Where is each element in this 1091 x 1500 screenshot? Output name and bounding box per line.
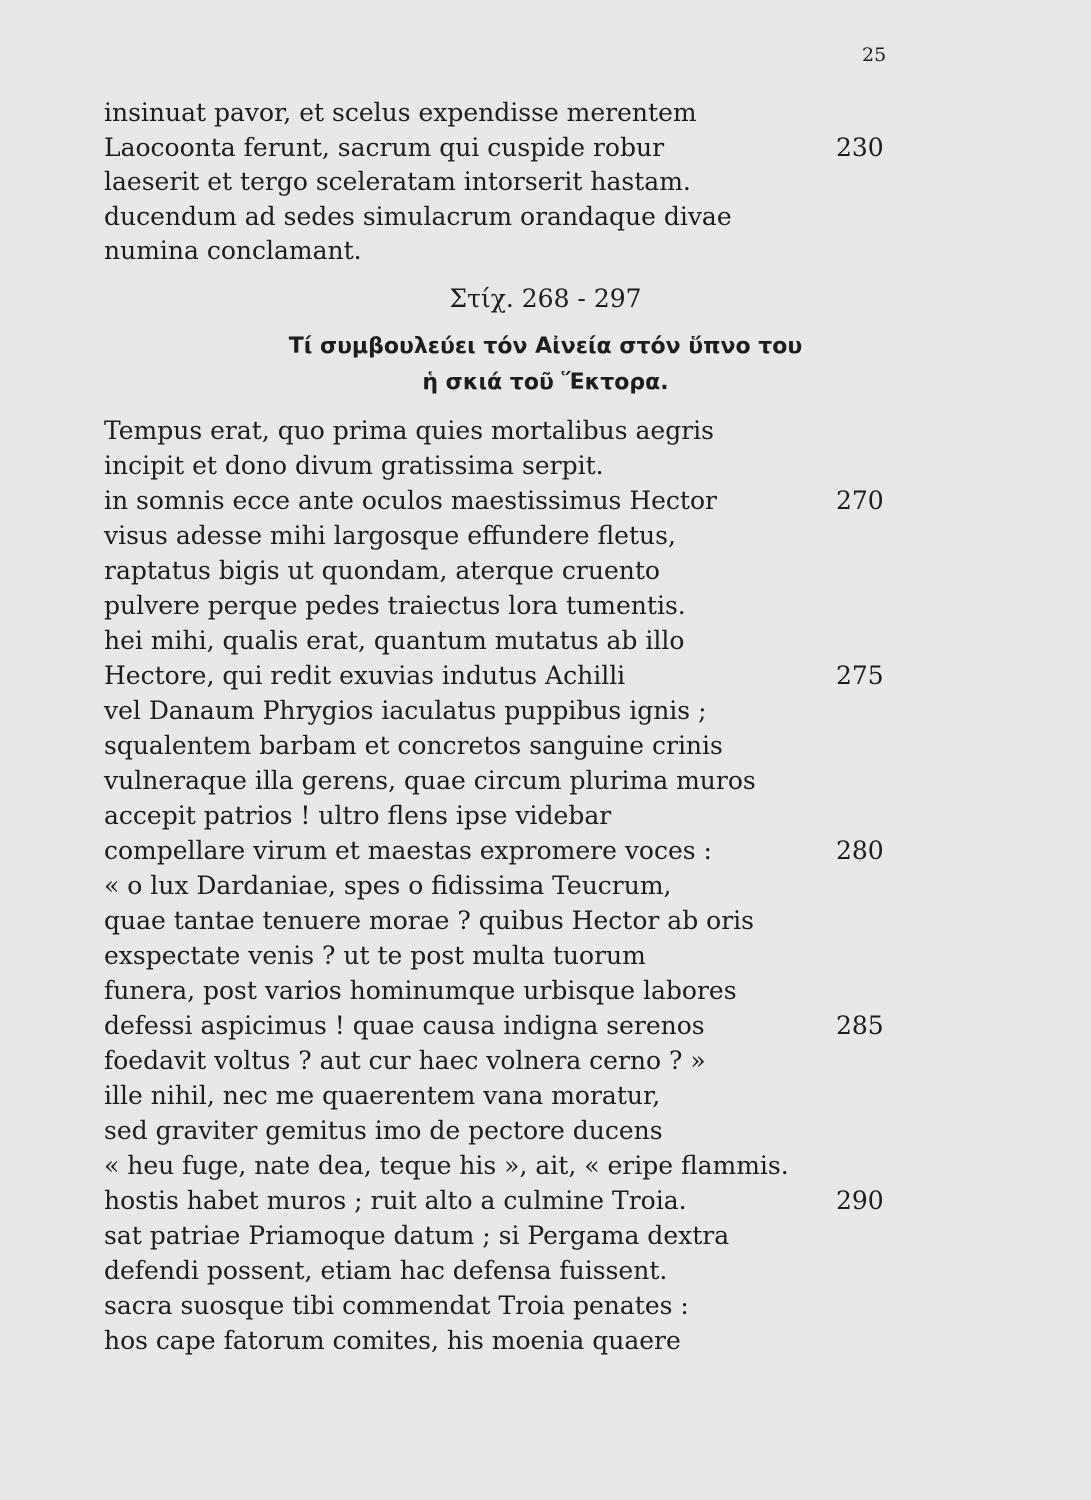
- verse-line: ducendum ad sedes simulacrum orandaque divae: [104, 201, 732, 231]
- line-number: 230: [836, 132, 884, 162]
- verse-line: raptatus bigis ut quondam, aterque cruento: [104, 556, 660, 585]
- line-number: 270: [836, 486, 884, 515]
- verse-line: Tempus erat, quo prima quies mortalibus aegris: [104, 416, 714, 445]
- verse-line: exspectate venis ? ut te post multa tuorum: [104, 941, 646, 970]
- line-number: 290: [836, 1186, 884, 1215]
- verse-line: vulneraque illa gerens, quae circum plurima muros: [104, 766, 756, 795]
- verse-line: « o lux Dardaniae, spes o fidissima Teucrum,: [104, 871, 672, 900]
- verse-line: defessi aspicimus ! quae causa indigna serenos: [104, 1011, 705, 1040]
- verse-line: quae tantae tenuere morae ? quibus Hector ab oris: [104, 906, 754, 935]
- verse-line: hos cape fatorum comites, his moenia quaere: [104, 1326, 681, 1355]
- section-title-line-2: ἡ σκιά τοῦ Ἕκτορα.: [422, 370, 669, 395]
- verse-line: hostis habet muros ; ruit alto a culmine Troia.: [104, 1186, 687, 1215]
- verse-line: vel Danaum Phrygios iaculatus puppibus ignis ;: [104, 696, 707, 725]
- verse-line: « heu fuge, nate dea, teque his », ait, « eripe flammis.: [104, 1151, 789, 1180]
- verse-line: insinuat pavor, et scelus expendisse merentem: [104, 98, 697, 127]
- verse-line: Hectore, qui redit exuvias indutus Achilli: [104, 661, 626, 690]
- line-number: 275: [836, 661, 884, 690]
- verse-line: visus adesse mihi largosque effundere fletus,: [104, 521, 676, 550]
- verse-line: accepit patrios ! ultro flens ipse videbar: [104, 801, 612, 830]
- verse-line: pulvere perque pedes traiectus lora tumentis.: [104, 591, 686, 620]
- verse-line: ille nihil, nec me quaerentem vana moratur,: [104, 1081, 661, 1110]
- verse-line: sat patriae Priamoque datum ; si Pergama dextra: [104, 1221, 730, 1250]
- verse-line: Laocoonta ferunt, sacrum qui cuspide robur: [104, 132, 665, 162]
- line-number: 285: [836, 1011, 884, 1040]
- verse-line: incipit et dono divum gratissima serpit.: [104, 451, 604, 480]
- verse-line: funera, post varios hominumque urbisque labores: [104, 976, 737, 1005]
- verse-line: compellare virum et maestas expromere voces :: [104, 836, 712, 865]
- verse-line: in somnis ecce ante oculos maestissimus Hector: [104, 486, 717, 515]
- verse-line: squalentem barbam et concretos sanguine crinis: [104, 731, 723, 760]
- section-verse-range: Στίχ. 268 - 297: [449, 284, 642, 313]
- verse-line: foedavit voltus ? aut cur haec volnera cerno ? »: [104, 1046, 706, 1075]
- page-number: 25: [862, 44, 887, 66]
- verse-line: laeserit et tergo sceleratam intorserit hastam.: [104, 167, 691, 196]
- section-title-line-1: Τί συμβουλεύει τόν Αἰνεία στόν ὕπνο του: [288, 334, 803, 359]
- verse-line: hei mihi, qualis erat, quantum mutatus ab illo: [104, 626, 685, 655]
- verse-line: sed graviter gemitus imo de pectore ducens: [104, 1116, 663, 1145]
- line-number: 280: [836, 836, 884, 865]
- verse-line: sacra suosque tibi commendat Troia penates :: [104, 1291, 689, 1320]
- verse-line: defendi possent, etiam hac defensa fuissent.: [104, 1256, 668, 1285]
- verse-line: numina conclamant.: [104, 236, 362, 265]
